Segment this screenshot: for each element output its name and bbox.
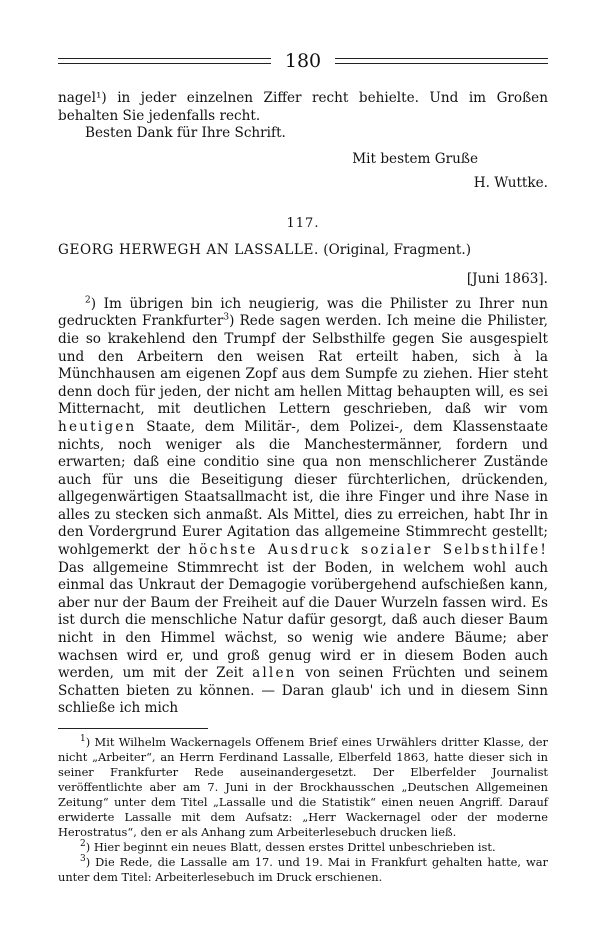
letter-text-b: Rede sagen werden. Ich meine die Philister, die so krakehlend den Trumpf der Selbsthilfe gegen Sie ausgespielt und den Arbeitern den weisen Rat erteilt haben, sich à la Münchhausen am eigenen Zopf aus dem Sumpfe zu ziehen. Hier steht denn doch für jeden, der nicht am hellen Mittag behaupten will, es sei Mitternacht, mit deutlichen Lettern geschrieben, daß wir vom [58, 313, 548, 418]
footnote-3: $^3$) Die Rede, die Lassalle am 17. und 19. Mai in Frankfurt gehalten hatte, war unter dem Titel: Arbeiterlesebuch im Druck erschienen. [58, 854, 548, 884]
footnote-1-text: Mit Wilhelm Wackernagels Offenem Brief eines Urwählers dritter Klasse, der nicht „Arbeiter“, an Herrn Ferdinand Lassalle, Elberfeld 1863, hatte dieser sich in seiner Frankfurter Rede auseinandergesetzt. Der Elberfelder Journalist veröffentlichte aber am 7. Juni in der Brockhausschen „Deutschen Allgemeinen Zeitung“ unter dem Titel „Lassalle und die Statistik“ einen neuen Angriff. Darauf erwiderte Lassalle mit dem Aufsatz: „Herr Wackernagel oder der moderne Herostratus“, den er als Anhang zum Arbeiterlesebuch drucken ließ. [58, 735, 548, 839]
spaced-emphasis-allen: allen [252, 665, 297, 682]
footnotes [58, 735, 548, 885]
footnote-divider [58, 728, 208, 729]
header-rule-right [335, 58, 548, 64]
footnote-2-text: Hier beginnt ein neues Blatt, dessen erstes Drittel unbeschrieben ist. [93, 840, 496, 854]
book-page [58, 44, 548, 885]
footnote-ref-2: 2 [85, 295, 91, 306]
footnote-2: $^2$) Hier beginnt ein neues Blatt, dessen erstes Drittel unbeschrieben ist. [80, 839, 496, 854]
footnote-marker-3: 3 [80, 854, 86, 865]
letter-date: [Juni 1863]. [466, 271, 548, 288]
header-rule-left [58, 58, 271, 64]
page-header [58, 44, 548, 78]
footnote-ref-3: 3 [223, 312, 230, 323]
letter-number: 117. [286, 215, 320, 231]
page-body [58, 90, 548, 718]
closing-line: Mit bestem Gruße [352, 150, 478, 167]
thanks-line: Besten Dank für Ihre Schrift. [85, 125, 286, 142]
footnote-marker-2: 2 [80, 839, 86, 850]
signature: H. Wuttke. [473, 175, 548, 192]
continuation-paragraph: nagel¹) in jeder einzelnen Ziffer recht behielte. Und im Großen behalten Sie jedenfalls recht. [58, 90, 548, 124]
letter-paragraph: $^2$) Im übrigen bin ich neugierig, was die Philister zu Ihrer nun gedruckten Frankfurter$^3$) Rede sagen werden. Ich meine die Philister, die so krakehlend den Trumpf der Selbsthilfe gegen Sie ausgespielt und den Arbeitern den weisen Rat erteilt haben, sich à la Münchhausen am eigenen Zopf aus dem Sumpfe zu ziehen. Hier steht denn doch für jeden, der nicht am hellen Mittag behaupten will, es sei Mitternacht, mit deutlichen Lettern geschrieben, daß wir vom heutigen Staate, dem Militär-, dem Polizei-, dem Klassenstaate nichts, noch weniger als die Manchestermänner, fordern und erwarten; daß eine conditio sine qua non menschlicherer Zustände auch für uns die Beseitigung dieser fürchterlichen, drückenden, allgegenwärtigen Staatsallmacht ist, die ihre Finger und ihre Nase in alles zu stecken sich anmaßt. Als Mittel, dies zu erreichen, habt Ihr in den Vordergrund Eurer Agitation das allgemeine Stimmrecht gestellt; wohlgemerkt der höchste Ausdruck sozialer Selbsthilfe! Das allgemeine Stimmrecht ist der Boden, in welchem wohl auch einmal das Unkraut der Demagogie vorübergehend aufschießen kann, aber nur der Baum der Freiheit auf die Dauer Wurzeln fassen wird. Es ist durch die menschliche Natur dafür gesorgt, daß auch dieser Baum nicht in den Himmel wächst, so wenig wie andere Bäume; aber wachsen wird er, und groß genug wird er in diesem Boden auch werden, um mit der Zeit allen von seinen Früchten und seinem Schatten bieten zu können. — Daran glaub' ich und in diesem Sinn schließe ich mich [58, 295, 548, 717]
letter-title-note: (Original, Fragment.) [323, 241, 472, 258]
spaced-emphasis-heutigen: heutigen [58, 418, 137, 435]
footnote-1: $^1$) Mit Wilhelm Wackernagels Offenem Brief eines Urwählers dritter Klasse, der nicht „Arbeiter“, an Herrn Ferdinand Lassalle, Elberfeld 1863, hatte dieser sich in seiner Frankfurter Rede auseinandergesetzt. Der Elberfelder Journalist veröffentlichte aber am 7. Juni in der Brockhausschen „Deutschen Allgemeinen Zeitung“ unter dem Titel „Lassalle und die Statistik“ einen neuen Angriff. Darauf erwiderte Lassalle mit dem Aufsatz: „Herr Wackernagel oder der moderne Herostratus“, den er als Anhang zum Arbeiterlesebuch drucken ließ. [58, 734, 548, 839]
letter-text-d: Das allgemeine Stimmrecht ist der Boden, in welchem wohl auch einmal das Unkraut der Demagogie vorübergehend aufschießen kann, aber nur der Baum der Freiheit auf die Dauer Wurzeln fassen wird. Es ist durch die menschliche Natur dafür gesorgt, daß auch dieser Baum nicht in den Himmel wächst, so wenig wie andere Bäume; aber wachsen wird er, und groß genug wird er in diesem Boden auch werden, um mit der Zeit [58, 559, 548, 682]
letter-text-a: Im übrigen bin ich neugierig, was die Philister zu Ihrer nun gedruckten Frankfurter [58, 295, 548, 330]
letter-title-names: GEORG HERWEGH AN LASSALLE. [58, 241, 319, 258]
page-number: 180 [284, 49, 322, 72]
spaced-emphasis-selbsthilfe: höchste Ausdruck sozialer Selbsthilfe! [188, 542, 548, 559]
letter-title [58, 242, 548, 260]
letter-text-c: Staate, dem Militär-, dem Polizei-, dem Klassenstaate nichts, noch weniger als die Manchestermänner, fordern und erwarten; daß eine conditio sine qua non menschlicherer Zustände auch für uns die Beseitigung dieser fürchterlichen, drückenden, allgegenwärtigen Staatsallmacht ist, die ihre Finger und ihre Nase in alles zu stecken sich anmaßt. Als Mittel, dies zu erreichen, habt Ihr in den Vordergrund Eurer Agitation das allgemeine Stimmrecht gestellt; wohlgemerkt der [58, 418, 548, 559]
footnote-marker-1: 1 [80, 734, 86, 745]
letter-text-e: von seinen Früchten und seinem Schatten bieten zu können. — Daran glaub' ich und in diesem Sinn schließe ich mich [58, 665, 548, 717]
footnote-3-text: Die Rede, die Lassalle am 17. und 19. Mai in Frankfurt gehalten hatte, war unter dem Titel: Arbeiterlesebuch im Druck erschienen. [58, 855, 548, 884]
